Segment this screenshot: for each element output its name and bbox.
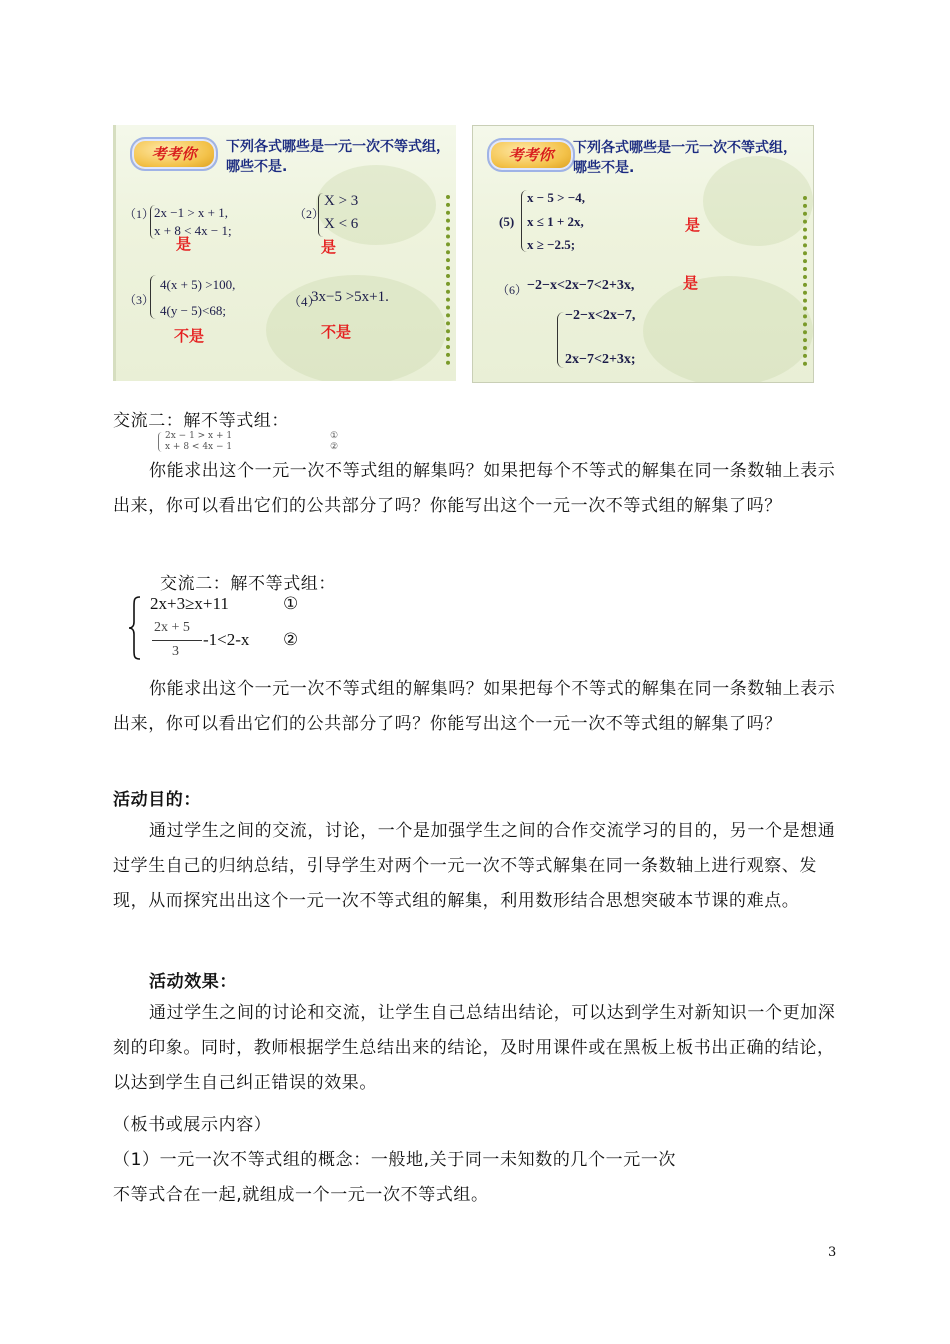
inequality-line: x ≤ 1 + 2x, [527, 214, 584, 229]
inequality-line: X > 3 [324, 193, 359, 209]
inequality-line: 2x −1 > x + 1, [154, 205, 228, 220]
section1-heading: 交流二：解不等式组： [113, 411, 289, 431]
brace [557, 312, 564, 368]
small-equation-line: x + 8 < 4x − 1 [165, 442, 233, 452]
inequality-line: x + 8 < 4x − 1; [154, 223, 232, 238]
quiz-question: 下列各式哪些是一元一次不等式组，哪些不是. [573, 140, 797, 176]
effect-paragraph: 通过学生之间的讨论和交流，让学生自己总结出结论，可以达到学生对新知识一个更加深刻的印象。同时，教师根据学生总结出来的结论，及时用课件或在黑板上板书出正确的结论，以达到学生自己纠正错误的效果。 [113, 1003, 836, 1093]
inequality-line: 4(x + 5) >100, [160, 277, 236, 292]
page-number: 3 [828, 1245, 837, 1260]
small-equation-line: 2x − 1 > x + 1 [165, 431, 233, 441]
slide-border-decoration [793, 196, 807, 366]
inequality-2-rest: -1<2-x [203, 630, 250, 649]
answer-label: 是 [176, 235, 192, 253]
inequality-1: 2x+3≥x+11 [150, 594, 229, 613]
answer-label: 不是 [321, 323, 352, 341]
inequality-line: x − 5 > −4, [527, 190, 585, 205]
inequality-line: x ≥ −2.5; [527, 237, 576, 252]
section2-heading: 交流二：解不等式组： [160, 574, 336, 594]
small-brace [158, 432, 162, 452]
quiz-question: 下列各式哪些是一元一次不等式组，哪些不是. [226, 139, 450, 175]
small-equation-mark: ② [330, 442, 339, 452]
large-brace [128, 596, 142, 660]
quiz-badge: 考考你 [487, 138, 575, 172]
item-number: （6） [497, 283, 528, 297]
answer-label: 不是 [174, 327, 205, 345]
fraction-bar [152, 640, 202, 641]
item-number: (5) [499, 214, 515, 229]
circle-mark-2: ② [283, 630, 299, 649]
slide-border-decoration [436, 195, 450, 365]
brace [318, 193, 323, 237]
answer-label: 是 [321, 238, 337, 256]
item-number: （4） [288, 294, 321, 309]
purpose-heading: 活动目的： [113, 790, 201, 810]
quiz-badge: 考考你 [130, 137, 218, 171]
inequality-line: 3x−5 >5x+1. [311, 289, 389, 305]
inequality-line: 2x−7<2+3x; [565, 352, 636, 367]
slide-image-right [472, 125, 814, 383]
section1-paragraph: 你能求出这个一元一次不等式组的解集吗？如果把每个不等式的解集在同一条数轴上表示出来，你可以看出它们的公共部分了吗？你能写出这个一元一次不等式组的解集了吗？ [113, 461, 836, 516]
fraction-numerator: 2x + 5 [154, 620, 190, 635]
board-line-2: 不等式合在一起,就组成一个一元一次不等式组。 [113, 1185, 489, 1205]
fraction-denominator: 3 [172, 644, 179, 659]
inequality-line: 4(y − 5)<68; [160, 303, 226, 318]
answer-label: 是 [685, 216, 701, 234]
circle-mark-1: ① [283, 594, 299, 613]
inequality-line: −2−x<2x−7<2+3x, [527, 278, 635, 293]
item-number: （1） [124, 207, 155, 221]
purpose-paragraph: 通过学生之间的交流，讨论，一个是加强学生之间的合作交流学习的目的，另一个是想通过学生自己的归纳总结，引导学生对两个一元一次不等式解集在同一条数轴上进行观察、发现，从而探究出出这个一元一次不等式组的解集，利用数形结合思想突破本节课的难点。 [113, 821, 836, 911]
item-number: （3） [124, 293, 155, 307]
inequality-line: −2−x<2x−7, [565, 308, 636, 323]
effect-heading: 活动效果： [149, 972, 237, 992]
section2-paragraph: 你能求出这个一元一次不等式组的解集吗？如果把每个不等式的解集在同一条数轴上表示出来，你可以看出它们的公共部分了吗？你能写出这个一元一次不等式组的解集了吗？ [113, 679, 836, 734]
answer-label: 是 [683, 274, 699, 292]
slide-image-left [113, 125, 456, 381]
board-line-1: （1）一元一次不等式组的概念：一般地,关于同一未知数的几个一元一次 [113, 1150, 677, 1170]
brace [150, 275, 156, 319]
board-label: （板书或展示内容） [113, 1115, 272, 1135]
small-equation-mark: ① [330, 431, 339, 441]
inequality-line: X < 6 [324, 216, 359, 232]
item-number: （2） [294, 207, 325, 221]
